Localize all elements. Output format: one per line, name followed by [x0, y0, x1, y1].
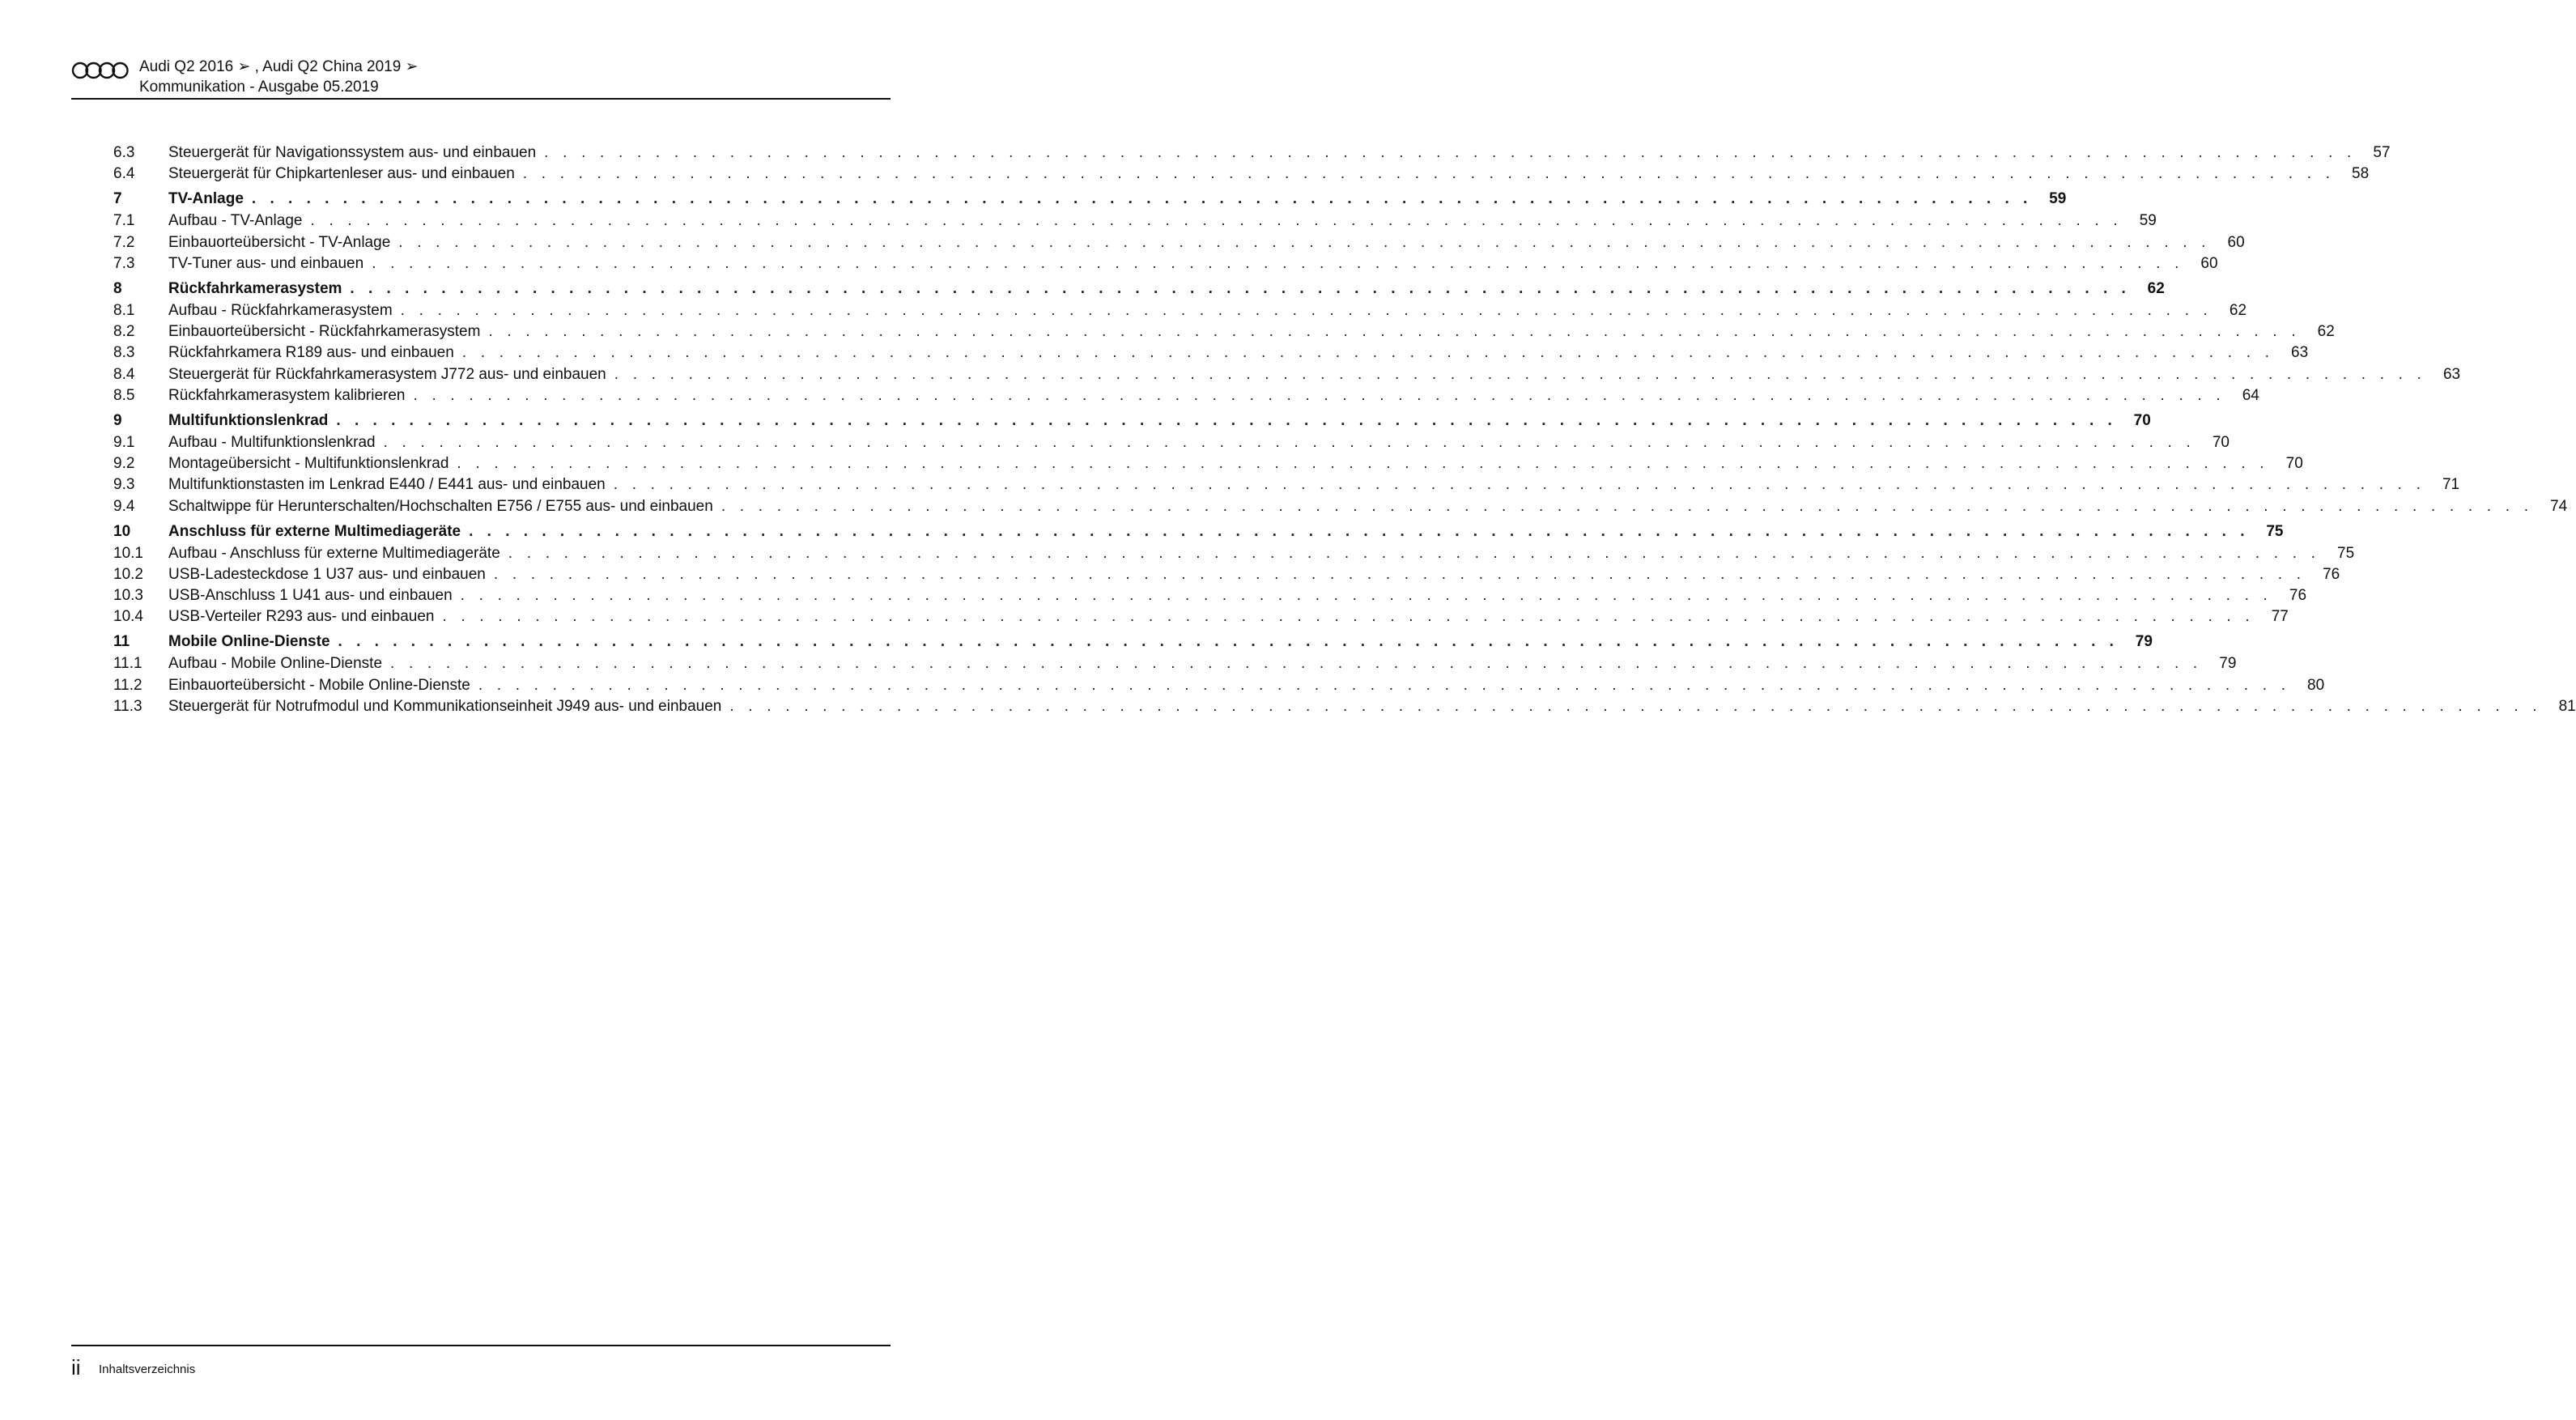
toc-page-number: 75 — [2266, 522, 2284, 540]
toc-page-number: 76 — [2323, 565, 2340, 583]
toc-page-number: 76 — [2289, 587, 2307, 605]
toc-entry-title: Montageübersicht - Multifunktionslenkrad — [168, 455, 449, 473]
toc-entry-row[interactable] — [113, 606, 2289, 627]
toc-page-number: 59 — [2139, 212, 2157, 230]
toc-entry-number: 9.4 — [113, 497, 135, 515]
toc-entry-title: Einbauorteübersicht - Mobile Online-Dienste — [168, 676, 470, 694]
toc-page-number: 62 — [2317, 323, 2335, 341]
header-text — [139, 57, 419, 97]
toc-entry-title: USB-Ladesteckdose 1 U37 aus- und einbauen — [168, 565, 486, 583]
toc-dot-leader: . . . . . . . . . . . . . . . . . . . . . . . . . . . . . . . . . . . . . . . . . . . . . . . . . . . . . . . . . . . . . . . . . . . . . . . . . . . . . . . . . . . . . . . . . . . . . . . . . . — [544, 144, 2357, 162]
toc-entry-number: 8.1 — [113, 302, 135, 320]
toc-dot-leader: . . . . . . . . . . . . . . . . . . . . . . . . . . . . . . . . . . . . . . . . . . . . . . . . . . . . . . . . . . . . . . . . . . . . . . . . . . . . . . . . . . . . . . . . . . . . . . . . . . — [469, 522, 2250, 540]
toc-page-number: 58 — [2352, 165, 2370, 183]
toc-page-number: 62 — [2147, 279, 2165, 297]
toc-entry-row[interactable] — [113, 495, 2568, 517]
toc-entry-number: 11 — [113, 633, 130, 651]
toc-dot-leader: . . . . . . . . . . . . . . . . . . . . . . . . . . . . . . . . . . . . . . . . . . . . . . . . . . . . . . . . . . . . . . . . . . . . . . . . . . . . . . . . . . . . . . . . . . . . . . . . . . — [372, 254, 2184, 272]
footer-section-title: Inhaltsverzeichnis — [99, 1363, 196, 1376]
toc-page-number: 57 — [2373, 144, 2391, 162]
toc-entry-number: 9 — [113, 411, 122, 429]
toc-entry-title: Multifunktionslenkrad — [168, 411, 329, 429]
toc-dot-leader: . . . . . . . . . . . . . . . . . . . . . . . . . . . . . . . . . . . . . . . . . . . . . . . . . . . . . . . . . . . . . . . . . . . . . . . . . . . . . . . . . . . . . . . . . . . . . . . . . . — [400, 302, 2213, 320]
toc-dot-leader: . . . . . . . . . . . . . . . . . . . . . . . . . . . . . . . . . . . . . . . . . . . . . . . . . . . . . . . . . . . . . . . . . . . . . . . . . . . . . . . . . . . . . . . . . . . . . . . . . . — [613, 476, 2426, 494]
toc-entry-row[interactable] — [113, 232, 2245, 253]
toc-page-number: 79 — [2219, 655, 2237, 673]
toc-dot-leader: . . . . . . . . . . . . . . . . . . . . . . . . . . . . . . . . . . . . . . . . . . . . . . . . . . . . . . . . . . . . . . . . . . . . . . . . . . . . . . . . . . . . . . . . . . . . . . . . . . — [493, 565, 2306, 583]
toc-entry-number: 8 — [113, 279, 122, 297]
toc-entry-title: Anschluss für externe Multimediageräte — [168, 522, 461, 540]
toc-dot-leader: . . . . . . . . . . . . . . . . . . . . . . . . . . . . . . . . . . . . . . . . . . . . . . . . . . . . . . . . . . . . . . . . . . . . . . . . . . . . . . . . . . . . . . . . . . . . . . . . . . — [457, 455, 2269, 473]
toc-page-number: 63 — [2291, 344, 2309, 362]
toc-page-number: 77 — [2271, 608, 2289, 626]
toc-dot-leader: . . . . . . . . . . . . . . . . . . . . . . . . . . . . . . . . . . . . . . . . . . . . . . . . . . . . . . . . . . . . . . . . . . . . . . . . . . . . . . . . . . . . . . . . . . . . . . . . . . — [461, 344, 2275, 362]
toc-dot-leader: . . . . . . . . . . . . . . . . . . . . . . . . . . . . . . . . . . . . . . . . . . . . . . . . . . . . . . . . . . . . . . . . . . . . . . . . . . . . . . . . . . . . . . . . . . . . . . . . . . — [522, 165, 2336, 183]
toc-entry-row[interactable] — [113, 453, 2303, 474]
toc-entry-title: Rückfahrkamera R189 aus- und einbauen — [168, 344, 454, 362]
toc-dot-leader: . . . . . . . . . . . . . . . . . . . . . . . . . . . . . . . . . . . . . . . . . . . . . . . . . . . . . . . . . . . . . . . . . . . . . . . . . . . . . . . . . . . . . . . . . . . . . . . . . . — [721, 497, 2534, 515]
toc-entry-number: 8.4 — [113, 365, 135, 383]
toc-dot-leader: . . . . . . . . . . . . . . . . . . . . . . . . . . . . . . . . . . . . . . . . . . . . . . . . . . . . . . . . . . . . . . . . . . . . . . . . . . . . . . . . . . . . . . . . . . . . . . . . . . — [338, 633, 2119, 651]
footer-divider — [71, 1345, 891, 1346]
toc-entry-title: Aufbau - Rückfahrkamerasystem — [168, 302, 393, 320]
toc-entry-number: 10.2 — [113, 565, 143, 583]
toc-entry-row[interactable] — [113, 585, 2307, 606]
audi-rings-logo — [71, 62, 130, 79]
toc-entry-title: TV-Anlage — [168, 190, 244, 208]
toc-page-number: 70 — [2212, 433, 2230, 451]
toc-chapter-row[interactable] — [113, 278, 2165, 300]
toc-entry-row[interactable] — [113, 432, 2230, 453]
toc-entry-title: Steuergerät für Notrufmodul und Kommunikationseinheit J949 aus- und einbauen — [168, 697, 722, 715]
toc-dot-leader: . . . . . . . . . . . . . . . . . . . . . . . . . . . . . . . . . . . . . . . . . . . . . . . . . . . . . . . . . . . . . . . . . . . . . . . . . . . . . . . . . . . . . . . . . . . . . . . . . . — [460, 587, 2273, 605]
toc-entry-number: 8.5 — [113, 386, 135, 404]
footer-page-number: ii — [71, 1355, 81, 1380]
toc-entry-number: 11.3 — [113, 697, 142, 715]
toc-chapter-row[interactable] — [113, 188, 2067, 210]
toc-dot-leader: . . . . . . . . . . . . . . . . . . . . . . . . . . . . . . . . . . . . . . . . . . . . . . . . . . . . . . . . . . . . . . . . . . . . . . . . . . . . . . . . . . . . . . . . . . . . . . . . . . — [398, 233, 2211, 251]
toc-dot-leader: . . . . . . . . . . . . . . . . . . . . . . . . . . . . . . . . . . . . . . . . . . . . . . . . . . . . . . . . . . . . . . . . . . . . . . . . . . . . . . . . . . . . . . . . . . . . . . . . . . — [413, 386, 2225, 404]
toc-page-number: 70 — [2285, 455, 2303, 473]
toc-dot-leader: . . . . . . . . . . . . . . . . . . . . . . . . . . . . . . . . . . . . . . . . . . . . . . . . . . . . . . . . . . . . . . . . . . . . . . . . . . . . . . . . . . . . . . . . . . . . . . . . . . — [251, 190, 2033, 208]
toc-dot-leader: . . . . . . . . . . . . . . . . . . . . . . . . . . . . . . . . . . . . . . . . . . . . . . . . . . . . . . . . . . . . . . . . . . . . . . . . . . . . . . . . . . . . . . . . . . . . . . . . . . — [390, 655, 2203, 673]
toc-page-number: 81 — [2558, 697, 2576, 715]
table-of-contents — [113, 142, 2576, 717]
toc-entry-title: Rückfahrkamerasystem — [168, 279, 342, 297]
toc-dot-leader: . . . . . . . . . . . . . . . . . . . . . . . . . . . . . . . . . . . . . . . . . . . . . . . . . . . . . . . . . . . . . . . . . . . . . . . . . . . . . . . . . . . . . . . . . . . . . . . . . . — [350, 279, 2131, 297]
toc-entry-number: 11.1 — [113, 655, 142, 673]
toc-page-number: 80 — [2307, 676, 2325, 694]
toc-page-number: 60 — [2227, 233, 2245, 251]
toc-entry-title: Aufbau - Multifunktionslenkrad — [168, 433, 376, 451]
header-edition-line: Kommunikation - Ausgabe 05.2019 — [139, 79, 379, 96]
header-model-line: Audi Q2 2016 ➢ , Audi Q2 China 2019 ➢ — [139, 58, 419, 75]
toc-page-number: 59 — [2049, 190, 2067, 208]
toc-entry-row[interactable] — [113, 300, 2247, 321]
toc-entry-number: 11.2 — [113, 676, 142, 694]
toc-entry-row[interactable] — [113, 385, 2259, 406]
toc-entry-row[interactable] — [113, 653, 2237, 674]
toc-dot-leader: . . . . . . . . . . . . . . . . . . . . . . . . . . . . . . . . . . . . . . . . . . . . . . . . . . . . . . . . . . . . . . . . . . . . . . . . . . . . . . . . . . . . . . . . . . . . . . . . . . — [442, 608, 2255, 626]
toc-entry-number: 6.4 — [113, 165, 135, 183]
toc-entry-number: 6.3 — [113, 144, 135, 162]
toc-dot-leader: . . . . . . . . . . . . . . . . . . . . . . . . . . . . . . . . . . . . . . . . . . . . . . . . . . . . . . . . . . . . . . . . . . . . . . . . . . . . . . . . . . . . . . . . . . . . . . . . . . — [478, 676, 2291, 694]
toc-entry-number: 7.3 — [113, 254, 135, 272]
toc-page-number: 79 — [2135, 633, 2153, 651]
toc-page-number: 74 — [2550, 497, 2568, 515]
toc-entry-number: 9.3 — [113, 476, 135, 494]
toc-page-number: 75 — [2337, 544, 2355, 562]
toc-entry-number: 8.2 — [113, 323, 135, 341]
toc-entry-title: Aufbau - Anschluss für externe Multimediageräte — [168, 544, 500, 562]
toc-entry-number: 7 — [113, 190, 122, 208]
toc-entry-title: Einbauorteübersicht - Rückfahrkamerasystem — [168, 323, 481, 341]
toc-dot-leader: . . . . . . . . . . . . . . . . . . . . . . . . . . . . . . . . . . . . . . . . . . . . . . . . . . . . . . . . . . . . . . . . . . . . . . . . . . . . . . . . . . . . . . . . . . . . . . . . . . — [508, 544, 2321, 562]
toc-entry-number: 8.3 — [113, 344, 135, 362]
toc-entry-number: 9.2 — [113, 455, 135, 473]
toc-entry-title: Steuergerät für Navigationssystem aus- und einbauen — [168, 144, 537, 162]
toc-entry-row[interactable] — [113, 564, 2340, 585]
toc-entry-title: Steuergerät für Chipkartenleser aus- und einbauen — [168, 165, 515, 183]
toc-dot-leader: . . . . . . . . . . . . . . . . . . . . . . . . . . . . . . . . . . . . . . . . . . . . . . . . . . . . . . . . . . . . . . . . . . . . . . . . . . . . . . . . . . . . . . . . . . . . . . . . . . — [729, 697, 2542, 715]
toc-entry-number: 10.3 — [113, 587, 143, 605]
toc-entry-title: USB-Verteiler R293 aus- und einbauen — [168, 608, 435, 626]
toc-page-number: 60 — [2200, 254, 2218, 272]
header-divider — [71, 98, 891, 100]
toc-entry-title: Steuergerät für Rückfahrkamerasystem J772 aus- und einbauen — [168, 365, 606, 383]
toc-dot-leader: . . . . . . . . . . . . . . . . . . . . . . . . . . . . . . . . . . . . . . . . . . . . . . . . . . . . . . . . . . . . . . . . . . . . . . . . . . . . . . . . . . . . . . . . . . . . . . . . . . — [488, 323, 2301, 341]
toc-entry-number: 10.1 — [113, 544, 143, 562]
toc-entry-row[interactable] — [113, 142, 2391, 164]
toc-entry-row[interactable] — [113, 675, 2325, 696]
toc-entry-title: Aufbau - TV-Anlage — [168, 212, 303, 230]
toc-chapter-row[interactable] — [113, 521, 2284, 543]
toc-dot-leader: . . . . . . . . . . . . . . . . . . . . . . . . . . . . . . . . . . . . . . . . . . . . . . . . . . . . . . . . . . . . . . . . . . . . . . . . . . . . . . . . . . . . . . . . . . . . . . . . . . — [310, 212, 2123, 230]
toc-page-number: 71 — [2442, 476, 2460, 494]
toc-entry-number: 7.2 — [113, 233, 135, 251]
toc-entry-row[interactable] — [113, 164, 2370, 185]
toc-chapter-row[interactable] — [113, 631, 2153, 653]
toc-entry-title: Mobile Online-Dienste — [168, 633, 330, 651]
toc-entry-title: Schaltwippe für Herunterschalten/Hochschalten E756 / E755 aus- und einbauen — [168, 497, 713, 515]
toc-entry-number: 10.4 — [113, 608, 143, 626]
toc-entry-number: 7.1 — [113, 212, 135, 230]
toc-entry-title: Rückfahrkamerasystem kalibrieren — [168, 386, 406, 404]
toc-entry-number: 9.1 — [113, 433, 135, 451]
toc-entry-row[interactable] — [113, 696, 2576, 717]
toc-chapter-row[interactable] — [113, 410, 2151, 432]
toc-entry-row[interactable] — [113, 321, 2335, 342]
toc-entry-title: TV-Tuner aus- und einbauen — [168, 254, 364, 272]
toc-entry-row[interactable] — [113, 543, 2355, 564]
toc-page-number: 63 — [2442, 365, 2461, 383]
toc-dot-leader: . . . . . . . . . . . . . . . . . . . . . . . . . . . . . . . . . . . . . . . . . . . . . . . . . . . . . . . . . . . . . . . . . . . . . . . . . . . . . . . . . . . . . . . . . . . . . . . . . . — [336, 411, 2117, 429]
toc-entry-row[interactable] — [113, 364, 2461, 385]
toc-entry-title: USB-Anschluss 1 U41 aus- und einbauen — [168, 587, 453, 605]
toc-entry-row[interactable] — [113, 474, 2460, 495]
toc-entry-row[interactable] — [113, 253, 2218, 274]
toc-entry-title: Aufbau - Mobile Online-Dienste — [168, 655, 383, 673]
toc-entry-row[interactable] — [113, 210, 2157, 232]
toc-page-number: 70 — [2133, 411, 2151, 429]
toc-entry-row[interactable] — [113, 342, 2309, 364]
toc-dot-leader: . . . . . . . . . . . . . . . . . . . . . . . . . . . . . . . . . . . . . . . . . . . . . . . . . . . . . . . . . . . . . . . . . . . . . . . . . . . . . . . . . . . . . . . . . . . . . . . . . . — [614, 365, 2427, 383]
toc-entry-title: Multifunktionstasten im Lenkrad E440 / E441 aus- und einbauen — [168, 476, 606, 494]
toc-entry-number: 10 — [113, 522, 131, 540]
toc-page-number: 64 — [2242, 386, 2259, 404]
toc-page-number: 62 — [2229, 302, 2247, 320]
toc-entry-title: Einbauorteübersicht - TV-Anlage — [168, 233, 391, 251]
toc-dot-leader: . . . . . . . . . . . . . . . . . . . . . . . . . . . . . . . . . . . . . . . . . . . . . . . . . . . . . . . . . . . . . . . . . . . . . . . . . . . . . . . . . . . . . . . . . . . . . . . . . . — [383, 433, 2196, 451]
